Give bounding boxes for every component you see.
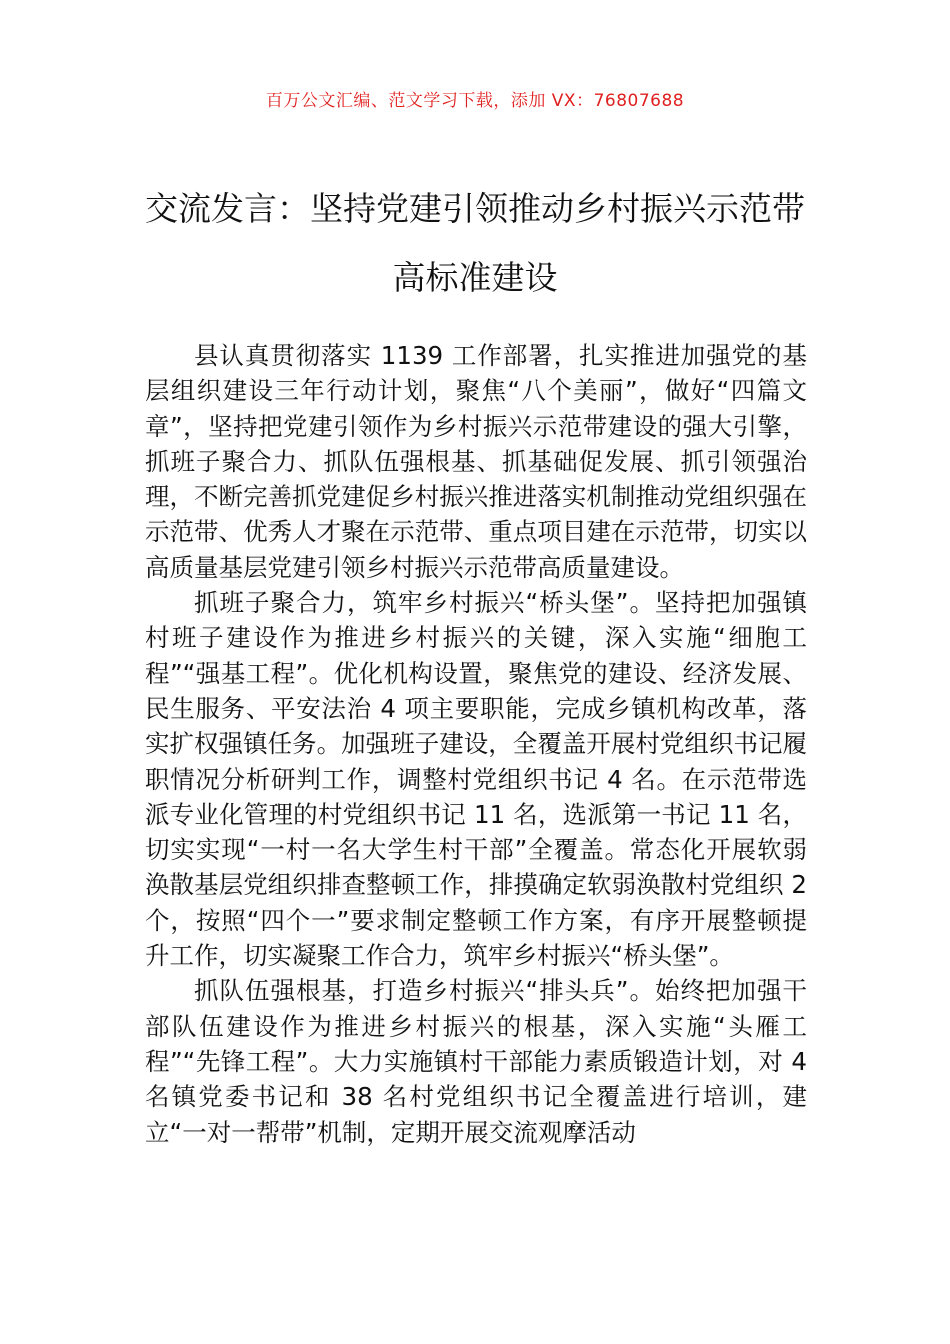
watermark-banner: 百万公文汇编、范文学习下载，添加 VX：76807688 (265, 91, 685, 111)
paragraph-intro: 县认真贯彻落实 1139 工作部署，扎实推进加强党的基层组织建设三年行动计划，聚焦“八个美丽”，做好“四篇文章”，坚持把党建引领作为乡村振兴示范带建设的强大引擎，抓班子聚合力、抓队伍强根基、抓基础促发展、抓引领强治理，不断完善抓党建促乡村振兴推进落实机制推动党组织强在示范带、优秀人才聚在示范带、重点项目建在示范带，切实以高质量基层党建引领乡村振兴示范带高质量建设。 (145, 341, 807, 582)
paragraph-cadre-building: 抓队伍强根基，打造乡村振兴“排头兵”。始终把加强干部队伍建设作为推进乡村振兴的根基，深入实施“头雁工程”“先锋工程”。大力实施镇村干部能力素质锻造计划，对 4 名镇党委书记和 38 名村党组织书记全覆盖进行培训，建立“一对一帮带”机制，定期开展交流观摩活动 (145, 976, 807, 1147)
document-body (145, 338, 807, 1150)
document-title: 交流发言：坚持党建引领推动乡村振兴示范带高标准建设 (145, 189, 805, 297)
paragraph-team-building: 抓班子聚合力，筑牢乡村振兴“桥头堡”。坚持把加强镇村班子建设作为推进乡村振兴的关键，深入实施“细胞工程”“强基工程”。优化机构设置，聚焦党的建设、经济发展、民生服务、平安法治 4 项主要职能，完成乡镇机构改革，落实扩权强镇任务。加强班子建设，全覆盖开展村党组织书记履职情况分析研判工作，调整村党组织书记 4 名。在示范带选派专业化管理的村党组织书记 11 名，选派第一书记 11 名，切实实现“一村一名大学生村干部”全覆盖。常态化开展软弱涣散基层党组织排查整顿工作，排摸确定软弱涣散村党组织 2 个，按照“四个一”要求制定整顿工作方案，有序开展整顿提升工作，切实凝聚工作合力，筑牢乡村振兴“桥头堡”。 (145, 588, 807, 971)
